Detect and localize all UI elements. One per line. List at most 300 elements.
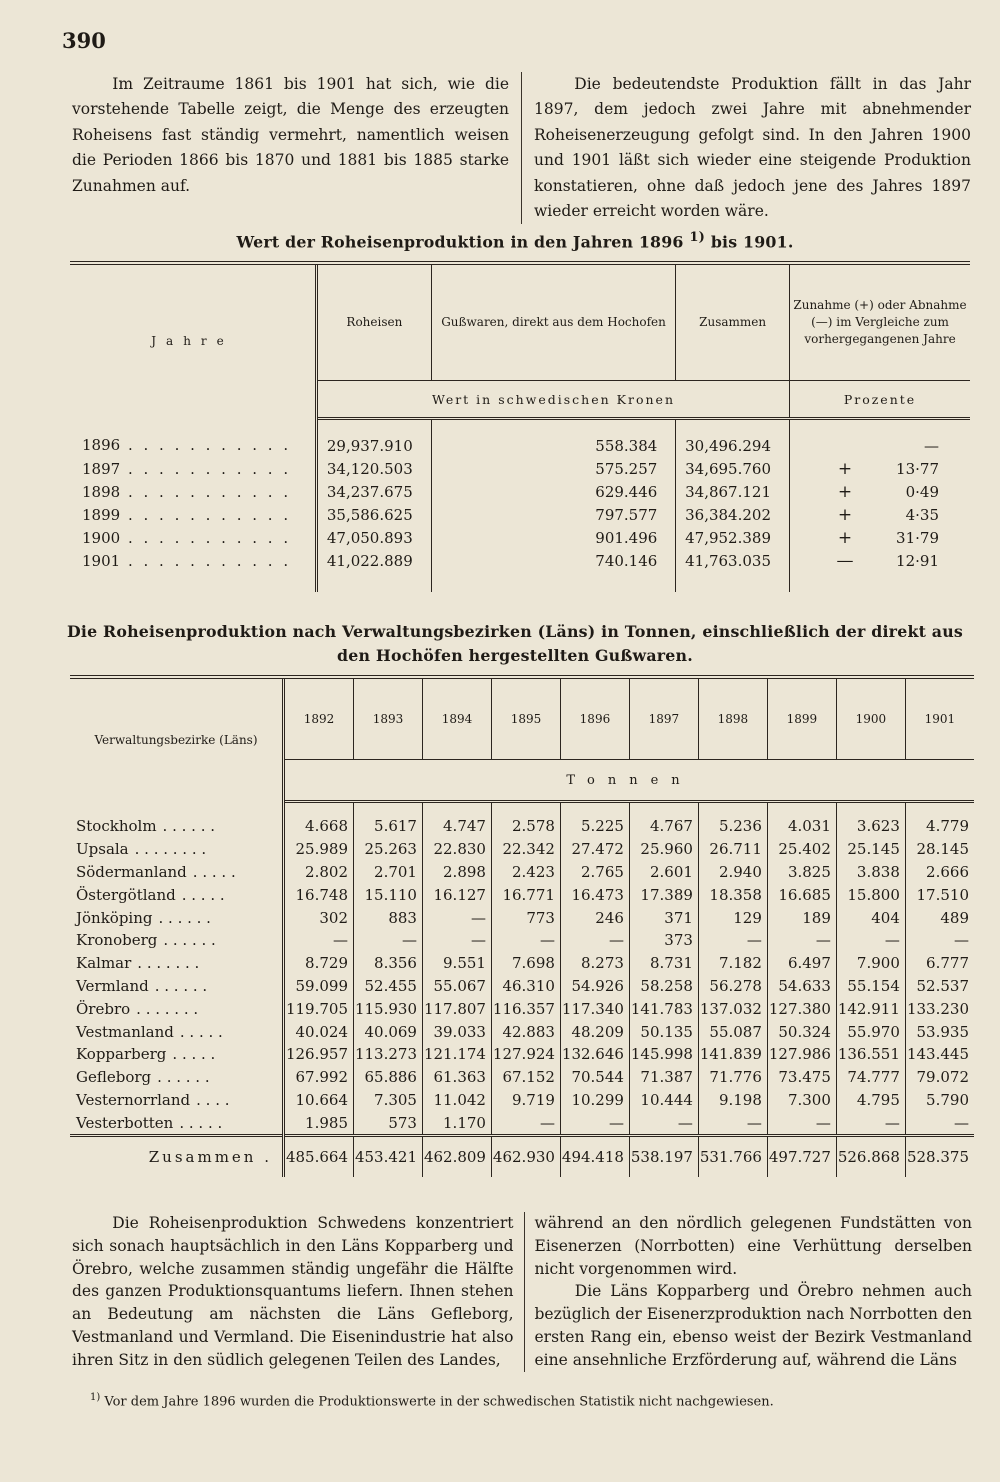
- tonnage-value: 7.300: [767, 1089, 836, 1112]
- year-label: 1899: [82, 505, 121, 524]
- tonnage-value: —: [422, 906, 491, 929]
- zusammen-value: 36,384.202: [676, 503, 790, 526]
- tonnage-value: 25.960: [629, 838, 698, 861]
- gusswaren-value: 797.577: [431, 503, 676, 526]
- header-zusammen: Zusammen: [676, 263, 790, 381]
- district-production-body: [70, 802, 974, 1178]
- change-cell: [790, 419, 971, 458]
- total-value: 526.868: [836, 1136, 905, 1178]
- leader-dots: . . . . . .: [162, 816, 215, 835]
- leader-dots: . . . . . . . . . . .: [120, 435, 292, 454]
- tonnage-value: 8.273: [560, 952, 629, 975]
- leader-dots: . . . . .: [172, 1045, 216, 1064]
- zusammen-value: 41,763.035: [676, 549, 790, 592]
- tonnage-value: 55.154: [836, 975, 905, 998]
- tonnage-value: 58.258: [629, 975, 698, 998]
- year-label: 1900: [82, 528, 121, 547]
- intro-right-column: [521, 72, 971, 224]
- table-row: [70, 549, 970, 592]
- tonnage-value: 25.989: [284, 838, 354, 861]
- district-name-cell: [70, 883, 284, 906]
- tonnage-value: 119.705: [284, 997, 354, 1020]
- district-name-cell: [70, 1043, 284, 1066]
- tonnage-value: —: [629, 1111, 698, 1135]
- closing-left-paragraph: Die Roheisenproduktion Schwedens konzentriert sich sonach hauptsächlich in den Läns Kopparberg und Örebro, welche zusammen ständig ungefähr die Hälfte des ganzen Produktionsquantums liefern. Ihnen stehen an Bedeutung am nächsten die Läns Gefleborg, Vestmanland und Vermland. Die Eisenindustrie hat also ihren Sitz in den südlich gelegenen Teilen des Landes,: [72, 1214, 514, 1369]
- change-cell: [790, 549, 971, 592]
- tonnage-value: 39.033: [422, 1020, 491, 1043]
- table1-title-end: bis 1901.: [710, 232, 794, 252]
- table-row: [70, 883, 974, 906]
- total-value: 485.664: [284, 1136, 354, 1178]
- leader-dots: . . . . . . .: [136, 999, 199, 1018]
- year-cell: [70, 457, 317, 480]
- tonnage-value: 7.305: [354, 1089, 423, 1112]
- intro-left-paragraph: Im Zeitraume 1861 bis 1901 hat sich, wie die vorstehende Tabelle zeigt, die Menge des erzeugten Roheisens fast ständig vermehrt, namentlich weisen die Perioden 1866 bis 1870 und 1881 bis 1885 starke Zunahmen auf.: [72, 75, 509, 195]
- table2-title: [60, 620, 970, 668]
- table-row: [70, 1066, 974, 1089]
- change-sign: +: [837, 504, 853, 525]
- header-year-1893: 1893: [354, 677, 423, 760]
- district-name-cell: [70, 952, 284, 975]
- district-name-cell: [70, 1066, 284, 1089]
- tonnage-value: 22.830: [422, 838, 491, 861]
- roheisen-value: 34,120.503: [317, 457, 432, 480]
- tonnage-value: 127.924: [491, 1043, 560, 1066]
- tonnage-value: —: [422, 929, 491, 952]
- year-cell: [70, 526, 317, 549]
- tonnage-value: 15.800: [836, 883, 905, 906]
- tonnage-value: 6.777: [905, 952, 974, 975]
- year-label: 1898: [82, 482, 121, 501]
- tonnage-value: 71.776: [698, 1066, 767, 1089]
- district-production-table: [70, 675, 974, 1177]
- year-cell: [70, 419, 317, 458]
- header-years: Jahre: [70, 263, 317, 419]
- leader-dots: . . . . .: [179, 1022, 223, 1041]
- district-name-cell: [70, 1089, 284, 1112]
- tonnage-value: 1.985: [284, 1111, 354, 1135]
- intro-right-paragraph: Die bedeutendste Produktion fällt in das Jahr 1897, dem jedoch zwei Jahre mit abnehmender Roheisenerzeugung gefolgt sind. In den Jahren 1900 und 1901 läßt sich wieder eine steigende Produktion konstatieren, ohne daß jedoch jene des Jahres 1897 wieder erreicht worden wäre.: [534, 75, 971, 221]
- tonnage-value: —: [767, 1111, 836, 1135]
- zusammen-value: 30,496.294: [676, 419, 790, 458]
- tonnage-value: 10.444: [629, 1089, 698, 1112]
- header-year-1894: 1894: [422, 677, 491, 760]
- tonnage-value: 25.402: [767, 838, 836, 861]
- change-percent: —: [924, 436, 939, 455]
- leader-dots: . . . . .: [179, 1113, 223, 1132]
- district-name-cell: [70, 997, 284, 1020]
- closing-right-paragraph-1: während an den nördlich gelegenen Fundstätten von Eisenerzen (Norrbotten) eine Verhüttung derselben nicht vorgenommen wird.: [534, 1214, 972, 1278]
- district-name: Kopparberg: [76, 1045, 167, 1064]
- tonnage-value: —: [560, 1111, 629, 1135]
- tonnage-value: 127.380: [767, 997, 836, 1020]
- tonnage-value: 302: [284, 906, 354, 929]
- table-row: [70, 419, 970, 458]
- tonnage-value: 137.032: [698, 997, 767, 1020]
- tonnage-value: 6.497: [767, 952, 836, 975]
- total-value: 538.197: [629, 1136, 698, 1178]
- district-name: Gefleborg: [76, 1068, 152, 1087]
- leader-dots: . . . .: [196, 1090, 230, 1109]
- table-row: [70, 1089, 974, 1112]
- tonnage-value: 145.998: [629, 1043, 698, 1066]
- intro-text: [72, 72, 972, 224]
- tonnage-value: 5.225: [560, 802, 629, 838]
- table-row: [70, 838, 974, 861]
- tonnage-value: 15.110: [354, 883, 423, 906]
- change-percent: 4·35: [905, 505, 939, 524]
- total-value: 462.809: [422, 1136, 491, 1178]
- closing-text: [72, 1212, 972, 1372]
- tonnage-value: 8.731: [629, 952, 698, 975]
- header-district: Verwaltungsbezirke (Läns): [70, 677, 284, 802]
- tonnage-value: 7.182: [698, 952, 767, 975]
- change-sign: —: [836, 550, 854, 571]
- header-year-1899: 1899: [767, 677, 836, 760]
- tonnage-value: 116.357: [491, 997, 560, 1020]
- change-cell: [790, 503, 971, 526]
- tonnage-value: 4.779: [905, 802, 974, 838]
- district-name: Vermland: [76, 976, 149, 995]
- tonnage-value: 132.646: [560, 1043, 629, 1066]
- tonnage-value: 4.668: [284, 802, 354, 838]
- tonnage-value: 56.278: [698, 975, 767, 998]
- tonnage-value: 246: [560, 906, 629, 929]
- tonnage-value: 16.685: [767, 883, 836, 906]
- district-name: Kalmar: [76, 954, 132, 973]
- tonnage-value: 8.729: [284, 952, 354, 975]
- table-row: [70, 802, 974, 838]
- district-name-cell: [70, 975, 284, 998]
- district-name: Jönköping: [76, 908, 153, 927]
- tonnage-value: 5.617: [354, 802, 423, 838]
- tonnage-value: 16.473: [560, 883, 629, 906]
- district-name-cell: [70, 802, 284, 838]
- tonnage-value: 53.935: [905, 1020, 974, 1043]
- year-label: 1897: [82, 459, 121, 478]
- tonnage-value: 74.777: [836, 1066, 905, 1089]
- year-cell: [70, 549, 317, 592]
- table1-title-text: Wert der Roheisenproduktion in den Jahren 1896: [236, 232, 684, 252]
- tonnage-value: 121.174: [422, 1043, 491, 1066]
- change-cell: [790, 457, 971, 480]
- tonnage-value: 18.358: [698, 883, 767, 906]
- tonnage-value: 42.883: [491, 1020, 560, 1043]
- tonnage-value: 65.886: [354, 1066, 423, 1089]
- change-sign: +: [837, 458, 853, 479]
- total-value: 531.766: [698, 1136, 767, 1178]
- change-cell: [790, 480, 971, 503]
- table1-title-footnote-mark: 1): [689, 230, 706, 245]
- leader-dots: . . . . .: [181, 885, 225, 904]
- closing-left-column: [72, 1212, 524, 1372]
- tonnage-value: 22.342: [491, 838, 560, 861]
- leader-dots: . . . . . .: [157, 1068, 210, 1087]
- tonnage-value: 373: [629, 929, 698, 952]
- roheisen-value: 34,237.675: [317, 480, 432, 503]
- change-cell: [790, 526, 971, 549]
- district-name: Örebro: [76, 999, 131, 1018]
- tonnage-value: 115.930: [354, 997, 423, 1020]
- unit-tonnen-label: Tonnen: [284, 760, 975, 802]
- header-year-1898: 1898: [698, 677, 767, 760]
- roheisen-value: 47,050.893: [317, 526, 432, 549]
- district-name-cell: [70, 1111, 284, 1135]
- tonnage-value: 2.802: [284, 861, 354, 884]
- tonnage-value: 8.356: [354, 952, 423, 975]
- tonnage-value: 70.544: [560, 1066, 629, 1089]
- total-label: Zusammen .: [70, 1136, 284, 1178]
- tonnage-value: 54.633: [767, 975, 836, 998]
- table-row: [70, 1020, 974, 1043]
- district-name: Vesterbotten: [76, 1113, 174, 1132]
- leader-dots: . . . . . .: [154, 976, 208, 995]
- total-value: 462.930: [491, 1136, 560, 1178]
- tonnage-value: 3.825: [767, 861, 836, 884]
- tonnage-value: —: [698, 1111, 767, 1135]
- table-row: [70, 1043, 974, 1066]
- tonnage-value: 59.099: [284, 975, 354, 998]
- closing-right-column: [524, 1212, 973, 1372]
- zusammen-value: 34,695.760: [676, 457, 790, 480]
- tonnage-value: 117.340: [560, 997, 629, 1020]
- leader-dots: . . . . . . . . . . .: [120, 528, 292, 547]
- tonnage-value: —: [836, 1111, 905, 1135]
- tonnage-value: 142.911: [836, 997, 905, 1020]
- district-name: Vestmanland: [76, 1022, 174, 1041]
- tonnage-value: —: [905, 1111, 974, 1135]
- tonnage-value: 9.551: [422, 952, 491, 975]
- tonnage-value: 25.263: [354, 838, 423, 861]
- year-cell: [70, 503, 317, 526]
- tonnage-value: 141.783: [629, 997, 698, 1020]
- tonnage-value: —: [284, 929, 354, 952]
- tonnage-value: 17.510: [905, 883, 974, 906]
- tonnage-value: 2.578: [491, 802, 560, 838]
- table-row: [70, 861, 974, 884]
- gusswaren-value: 629.446: [431, 480, 676, 503]
- tonnage-value: 7.698: [491, 952, 560, 975]
- table-row: [70, 952, 974, 975]
- table1-title: [60, 230, 970, 251]
- tonnage-value: 17.389: [629, 883, 698, 906]
- roheisen-value: 35,586.625: [317, 503, 432, 526]
- header-year-1900: 1900: [836, 677, 905, 760]
- tonnage-value: 2.666: [905, 861, 974, 884]
- roheisen-value: 29,937.910: [317, 419, 432, 458]
- change-percent: 12·91: [896, 551, 939, 570]
- page-number: 390: [62, 28, 106, 53]
- tonnage-value: 61.363: [422, 1066, 491, 1089]
- change-sign: +: [837, 527, 853, 548]
- tonnage-value: 3.623: [836, 802, 905, 838]
- tonnage-value: 26.711: [698, 838, 767, 861]
- tonnage-value: —: [698, 929, 767, 952]
- tonnage-value: 54.926: [560, 975, 629, 998]
- tonnage-value: 573: [354, 1111, 423, 1135]
- tonnage-value: 48.209: [560, 1020, 629, 1043]
- header-year-1896: 1896: [560, 677, 629, 760]
- gusswaren-value: 740.146: [431, 549, 676, 592]
- leader-dots: . . . . . . .: [137, 954, 200, 973]
- table-row: [70, 1111, 974, 1135]
- total-value: 528.375: [905, 1136, 974, 1178]
- tonnage-value: 127.986: [767, 1043, 836, 1066]
- district-name-cell: [70, 1020, 284, 1043]
- table2-title-line1: Die Roheisenproduktion nach Verwaltungsbezirken (Läns) in Tonnen, einschließlich der direkt aus: [66, 622, 964, 641]
- tonnage-value: 117.807: [422, 997, 491, 1020]
- district-name: Södermanland: [76, 862, 187, 881]
- total-row: [70, 1136, 974, 1178]
- header-change: Zunahme (+) oder Abnahme (—) im Vergleiche zum vorhergegangenen Jahre: [790, 263, 971, 381]
- district-name: Stockholm: [76, 816, 157, 835]
- header-year-1895: 1895: [491, 677, 560, 760]
- tonnage-value: —: [767, 929, 836, 952]
- tonnage-value: 4.767: [629, 802, 698, 838]
- tonnage-value: 4.031: [767, 802, 836, 838]
- table2-title-line2: den Hochöfen hergestellten Gußwaren.: [337, 646, 693, 665]
- leader-dots: . . . . . .: [163, 931, 216, 950]
- tonnage-value: 489: [905, 906, 974, 929]
- tonnage-value: 2.423: [491, 861, 560, 884]
- roheisen-value: 41,022.889: [317, 549, 432, 592]
- leader-dots: . . . . . .: [158, 908, 211, 927]
- tonnage-value: 371: [629, 906, 698, 929]
- tonnage-value: 126.957: [284, 1043, 354, 1066]
- tonnage-value: 10.299: [560, 1089, 629, 1112]
- tonnage-value: 189: [767, 906, 836, 929]
- production-value-body: [70, 419, 970, 593]
- tonnage-value: —: [560, 929, 629, 952]
- table-row: [70, 997, 974, 1020]
- change-percent: 0·49: [905, 482, 939, 501]
- header-roheisen: Roheisen: [317, 263, 432, 381]
- tonnage-value: 67.992: [284, 1066, 354, 1089]
- gusswaren-value: 558.384: [431, 419, 676, 458]
- district-name: Upsala: [76, 840, 129, 859]
- tonnage-value: 883: [354, 906, 423, 929]
- header-year-1892: 1892: [284, 677, 354, 760]
- change-percent: 31·79: [896, 528, 939, 547]
- tonnage-value: 11.042: [422, 1089, 491, 1112]
- tonnage-value: 50.135: [629, 1020, 698, 1043]
- district-name-cell: [70, 906, 284, 929]
- tonnage-value: 16.127: [422, 883, 491, 906]
- tonnage-value: 71.387: [629, 1066, 698, 1089]
- zusammen-value: 34,867.121: [676, 480, 790, 503]
- tonnage-value: 46.310: [491, 975, 560, 998]
- tonnage-value: 28.145: [905, 838, 974, 861]
- leader-dots: . . . . . . . .: [134, 840, 207, 859]
- leader-dots: . . . . . . . . . . .: [120, 482, 292, 501]
- unit-percent-label: Prozente: [790, 381, 971, 419]
- header-year-1897: 1897: [629, 677, 698, 760]
- tonnage-value: 52.537: [905, 975, 974, 998]
- production-value-table: [70, 261, 970, 592]
- tonnage-value: 1.170: [422, 1111, 491, 1135]
- tonnage-value: 136.551: [836, 1043, 905, 1066]
- tonnage-value: 79.072: [905, 1066, 974, 1089]
- tonnage-value: 5.790: [905, 1089, 974, 1112]
- change-sign: +: [837, 481, 853, 502]
- total-value: 494.418: [560, 1136, 629, 1178]
- tonnage-value: 16.771: [491, 883, 560, 906]
- year-label: 1896: [82, 435, 121, 454]
- tonnage-value: 27.472: [560, 838, 629, 861]
- tonnage-value: 5.236: [698, 802, 767, 838]
- tonnage-value: 113.273: [354, 1043, 423, 1066]
- district-name-cell: [70, 929, 284, 952]
- tonnage-value: —: [836, 929, 905, 952]
- tonnage-value: 2.898: [422, 861, 491, 884]
- table-row: [70, 906, 974, 929]
- district-name: Kronoberg: [76, 931, 158, 950]
- footnote-mark: 1): [90, 1392, 101, 1403]
- zusammen-value: 47,952.389: [676, 526, 790, 549]
- tonnage-value: 9.198: [698, 1089, 767, 1112]
- tonnage-value: 9.719: [491, 1089, 560, 1112]
- tonnage-value: 129: [698, 906, 767, 929]
- leader-dots: . . . . . . . . . . .: [120, 551, 292, 570]
- district-name: Östergötland: [76, 885, 176, 904]
- tonnage-value: 40.024: [284, 1020, 354, 1043]
- year-label: 1901: [82, 551, 121, 570]
- year-cell: [70, 480, 317, 503]
- district-name-cell: [70, 838, 284, 861]
- tonnage-value: 73.475: [767, 1066, 836, 1089]
- gusswaren-value: 575.257: [431, 457, 676, 480]
- tonnage-value: 2.601: [629, 861, 698, 884]
- unit-value-label: Wert in schwedischen Kronen: [317, 381, 790, 419]
- table-row: [70, 975, 974, 998]
- total-value: 453.421: [354, 1136, 423, 1178]
- intro-left-column: [72, 72, 521, 224]
- tonnage-value: —: [905, 929, 974, 952]
- tonnage-value: 55.970: [836, 1020, 905, 1043]
- tonnage-value: 50.324: [767, 1020, 836, 1043]
- change-percent: 13·77: [896, 459, 939, 478]
- tonnage-value: 40.069: [354, 1020, 423, 1043]
- district-name-cell: [70, 861, 284, 884]
- table-row: [70, 503, 970, 526]
- tonnage-value: 25.145: [836, 838, 905, 861]
- tonnage-value: 404: [836, 906, 905, 929]
- header-year-1901: 1901: [905, 677, 974, 760]
- tonnage-value: 773: [491, 906, 560, 929]
- gusswaren-value: 901.496: [431, 526, 676, 549]
- tonnage-value: 133.230: [905, 997, 974, 1020]
- tonnage-value: 2.765: [560, 861, 629, 884]
- tonnage-value: —: [354, 929, 423, 952]
- total-value: 497.727: [767, 1136, 836, 1178]
- tonnage-value: 16.748: [284, 883, 354, 906]
- table-row: [70, 929, 974, 952]
- table-row: [70, 526, 970, 549]
- district-name: Vesternorrland: [76, 1090, 191, 1109]
- tonnage-value: 2.701: [354, 861, 423, 884]
- closing-right-paragraph-2: Die Läns Kopparberg und Örebro nehmen auch bezüglich der Eisenerzproduktion nach Norrbotten den ersten Rang ein, ebenso weist der Bezirk Vestmanland eine ansehnliche Erzförderung auf, während die Läns: [534, 1282, 972, 1369]
- tonnage-value: 3.838: [836, 861, 905, 884]
- tonnage-value: 2.940: [698, 861, 767, 884]
- footnote: [90, 1388, 970, 1412]
- tonnage-value: 67.152: [491, 1066, 560, 1089]
- leader-dots: . . . . .: [192, 862, 236, 881]
- leader-dots: . . . . . . . . . . .: [120, 505, 292, 524]
- table-row: [70, 457, 970, 480]
- tonnage-value: 55.067: [422, 975, 491, 998]
- leader-dots: . . . . . . . . . . .: [120, 459, 292, 478]
- tonnage-value: 10.664: [284, 1089, 354, 1112]
